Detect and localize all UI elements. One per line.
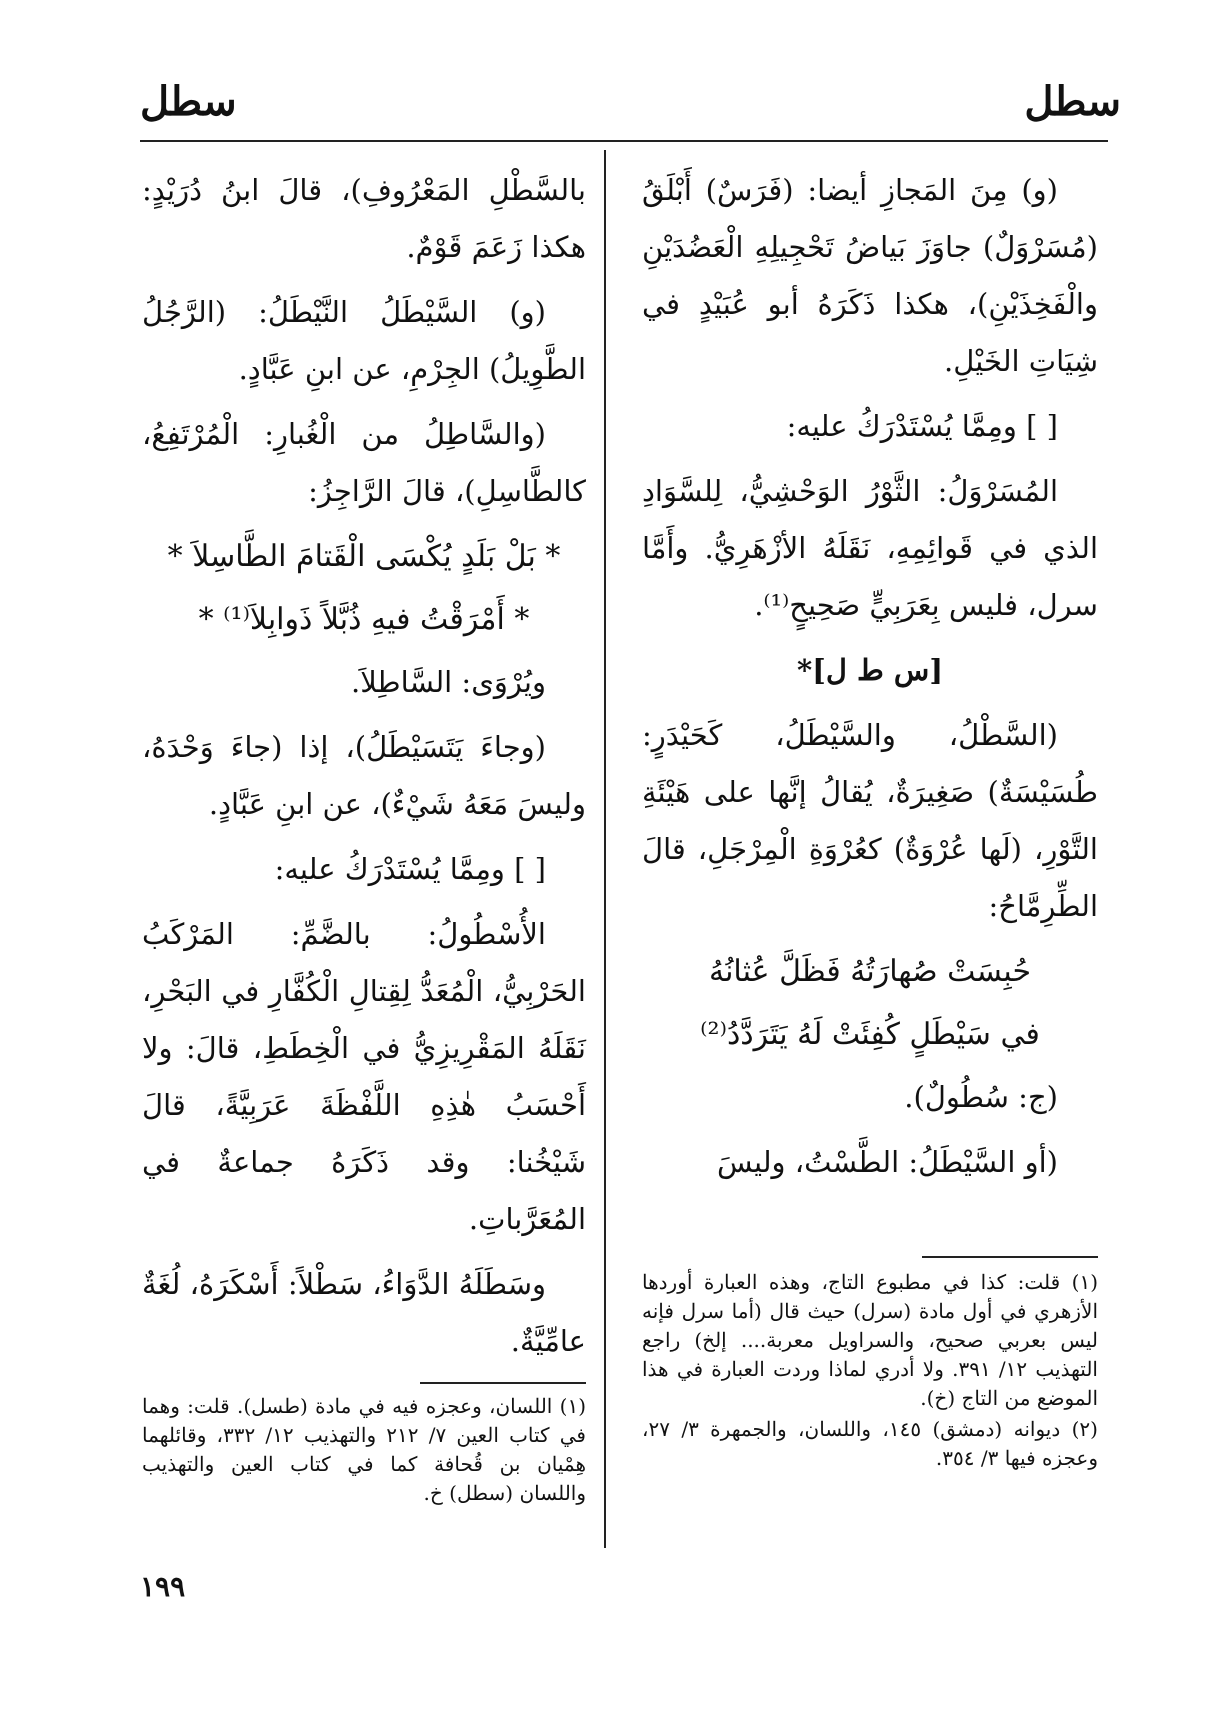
left-para-5: (وجاءَ يَتَسَيْطَلُ)، إذا (جاءَ وَحْدَهُ، وليسَ مَعَهُ شَيْءٌ)، عن ابنِ عَبَّادٍ. <box>142 730 586 821</box>
left-para-4: ويُرْوَى: السَّاطِلاَ. <box>351 665 546 699</box>
left-para-2: (و) السَّيْطَلُ النَّيْطَلُ: (الرَّجُلُ الطَّوِيلُ) الجِرْمِ، عن ابنِ عَبَّادٍ. <box>142 295 586 386</box>
right-para-5: (ج: سُطُولٌ). <box>904 1080 1058 1114</box>
running-header-left: سطل <box>140 78 237 125</box>
left-verse-1: * بَلْ بَلَدٍ يُكْسَى الْقَتامَ الطَّاسِلاَ * <box>167 539 561 574</box>
right-para-2: [ ] ومِمَّا يُسْتَدْرَكُ عليه: <box>786 409 1058 443</box>
column-divider <box>604 150 606 1548</box>
left-para-6: [ ] ومِمَّا يُسْتَدْرَكُ عليه: <box>274 852 546 886</box>
right-para-4: (السَّطْلُ، والسَّيْطَلُ، كَحَيْدَرٍ: طُسَيْسَةٌ) صَغِيرَةٌ، يُقالُ إنَّها على هَيْئَةِ التَّوْرِ، (لَها عُرْوَةٌ) كعُرْوَةِ الْمِرْجَلِ، قالَ الطِّرِمَّاحُ: <box>642 718 1098 923</box>
right-column <box>642 162 1098 1199</box>
running-header-right: سطل <box>1024 78 1121 125</box>
footnotes-left <box>142 1392 586 1510</box>
right-para-1: (و) مِنَ المَجازِ أيضا: (فَرَسٌ) أَبْلَقُ (مُسَرْوَلٌ) جاوَزَ بَياضُ تَحْجِيلِهِ الْعَضُدَيْنِ والْفَخِذَيْنِ)، هكذا ذَكَرَهُ أبو عُبَيْدٍ في شِيَاتِ الخَيْلِ. <box>642 173 1098 378</box>
left-column <box>142 162 586 1378</box>
left-para-1: بالسَّطْلِ المَعْرُوفِ)، قالَ ابنُ دُرَيْدٍ: هكذا زَعَمَ قَوْمٌ. <box>142 173 586 264</box>
page-number: ١٩٩ <box>140 1570 186 1603</box>
left-verse-2: * أَمْرَقْتُ فيهِ ذُبَّلاً ذَوابِلاَ⁽¹⁾ * <box>198 602 530 637</box>
entry-heading: [س ط ل]* <box>796 653 944 687</box>
left-para-8: وسَطَلَهُ الدَّوَاءُ، سَطْلاً: أَسْكَرَهُ، لُغَةٌ عامِّيَّةٌ. <box>142 1267 586 1358</box>
footnote-left-1: (١) اللسان، وعجزه فيه في مادة (طسل). قلت: وهما في كتاب العين ٧/ ٢١٢ والتهذيب ١٢/ ٣٣٢، وقائلهما هِمْيان بن قُحافة كما في كتاب العين والتهذيب واللسان (سطل) خ. <box>142 1394 586 1505</box>
header-rule <box>140 140 1108 142</box>
footnote-rule-right <box>922 1256 1098 1258</box>
right-verse-1: حُبِسَتْ صُهارَتُهُ فَظَلَّ عُثانُهُ <box>709 954 1031 989</box>
right-para-3: المُسَرْوَلُ: الثَّوْرُ الوَحْشِيُّ، لِلسَّوَادِ الذي في قَوائِمِهِ، نَقَلَهُ الأزْهَرِيُّ. وأَمَّا سرل، فليس بِعَرَبِيٍّ صَحِيحٍ⁽¹⁾. <box>642 474 1098 622</box>
left-para-3: (والسَّاطِلُ من الْغُبارِ: الْمُرْتَفِعُ، كالطَّاسِلِ)، قالَ الرَّاجِزُ: <box>142 417 586 508</box>
footnote-right-1: (١) قلت: كذا في مطبوع التاج، وهذه العبارة أوردها الأزهري في أول مادة (سرل) حيث قال (أما سرل فإنه ليس بعربي صحيح، والسراويل معربة.... إلخ) راجع التهذيب ١٢/ ٣٩١. ولا أدري لماذا وردت العبارة في هذا الموضع من التاج (خ). <box>642 1270 1098 1410</box>
left-para-7: الأُسْطُولُ: بالضَّمِّ: المَرْكَبُ الحَرْبِيُّ، الْمُعَدُّ لِقِتالِ الْكُفَّارِ في البَحْرِ، نَقَلَهُ المَقْرِيزِيُّ في الْخِطَطِ، قالَ: ولا أَحْسَبُ هٰذِهِ اللَّفْظَةَ عَرَبِيَّةً، قالَ شَيْخُنا: وقد ذَكَرَهُ جماعةٌ في المُعَرَّباتِ. <box>142 917 586 1236</box>
right-verse-2: في سَيْطَلٍ كُفِئَتْ لَهُ يَتَرَدَّدُ⁽²⁾ <box>700 1017 1040 1052</box>
footnote-right-2: (٢) ديوانه (دمشق) ١٤٥، واللسان، والجمهرة ٣/ ٢٧، وعجزه فيها ٣/ ٣٥٤. <box>642 1417 1098 1470</box>
footnote-rule-left <box>420 1382 586 1384</box>
footnotes-right <box>642 1268 1098 1475</box>
right-para-6: (أو السَّيْطَلُ: الطَّسْتُ، وليسَ <box>716 1145 1058 1179</box>
